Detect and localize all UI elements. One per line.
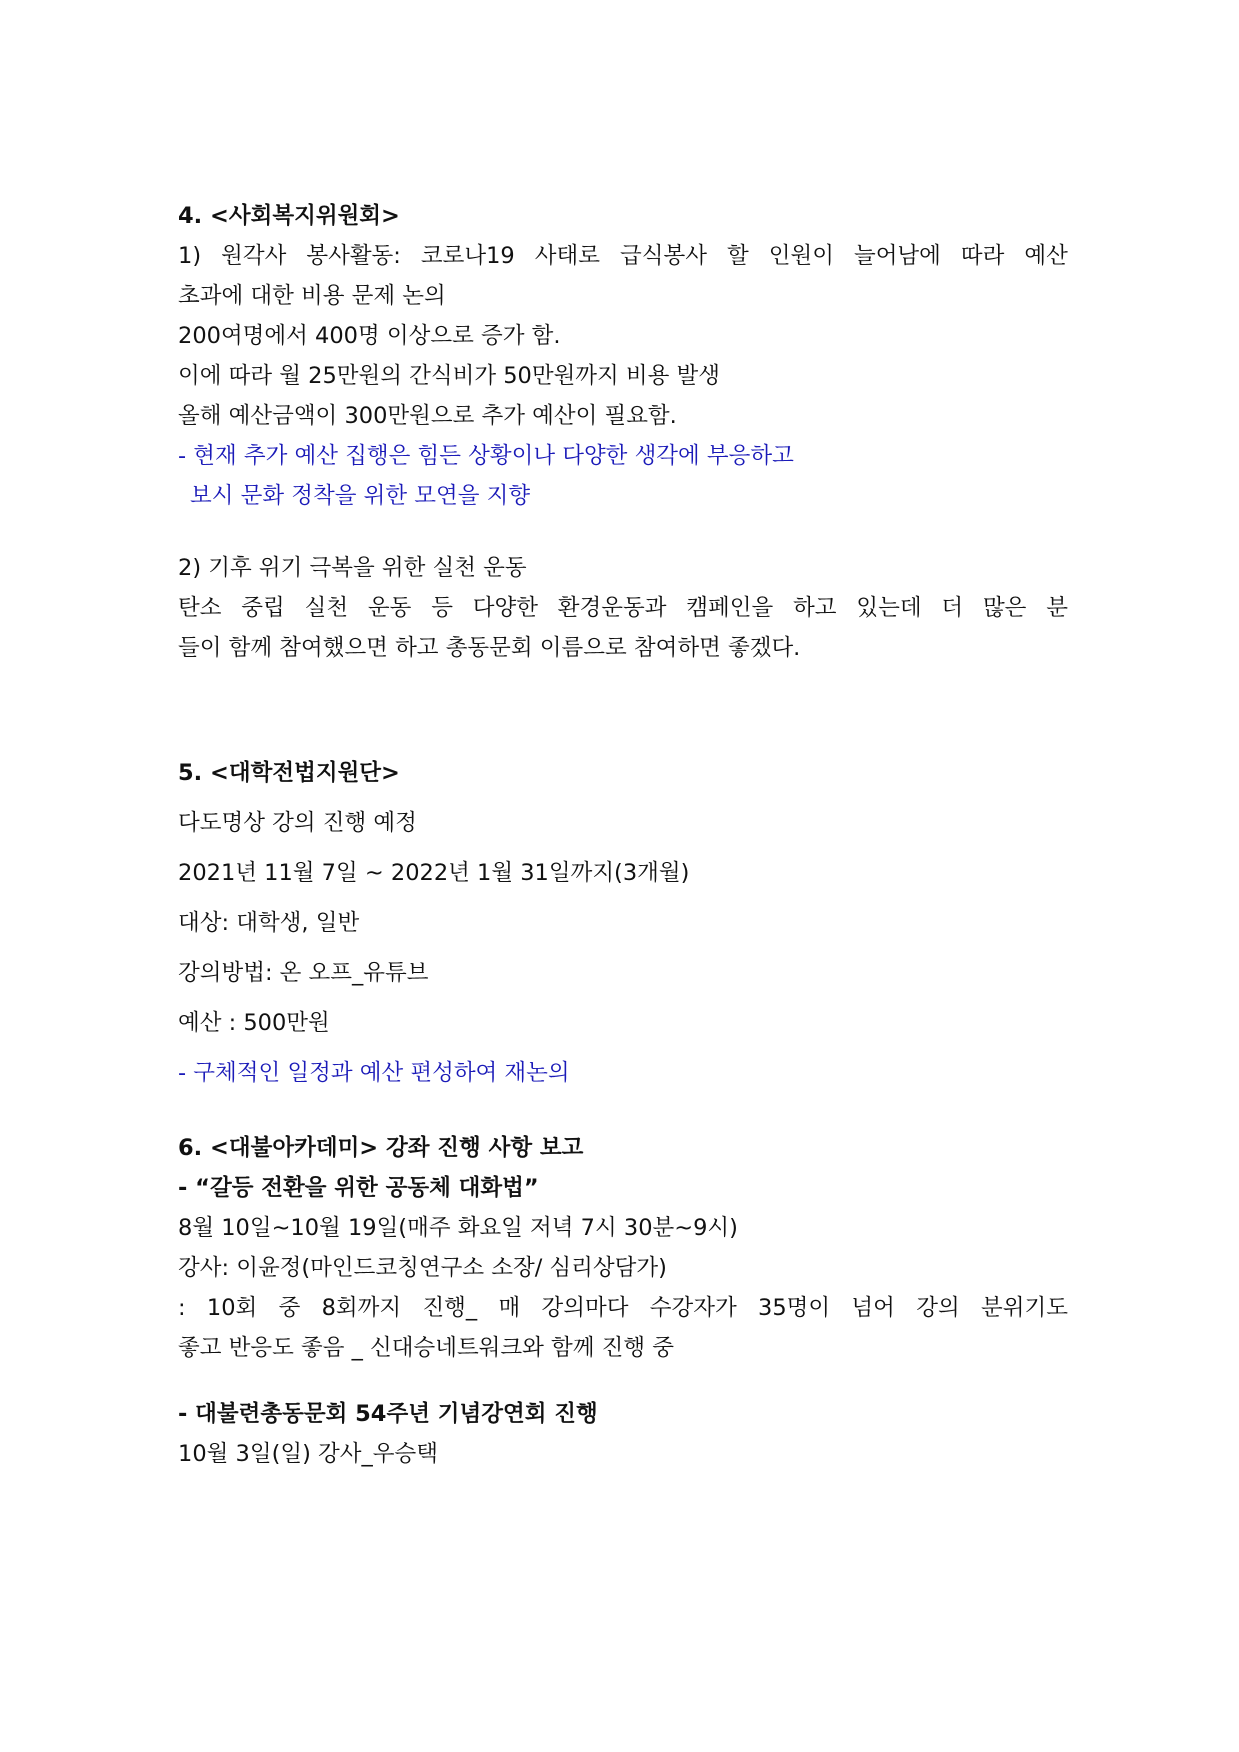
word: 캠페인을 [686,595,774,621]
word: 다양한 [472,595,538,621]
section-6-heading: 6. <대불아카데미> 강좌 진행 사항 보고 [178,1135,584,1161]
word: 인원이 [768,243,834,269]
section-5-line-4: 강의방법: 온 오프_유튜브 [178,960,429,986]
section-4-note-2: 보시 문화 정착을 위한 모연을 지향 [190,483,531,509]
section-6-line-1: 8월 10일~10월 19일(매주 화요일 저녁 7시 30분~9시) [178,1215,738,1241]
word: 8회까지 [321,1295,402,1321]
word: 진행_ [422,1295,478,1321]
word: 원각사 [221,243,287,269]
section-5-line-3: 대상: 대학생, 일반 [178,910,360,936]
word: 할 [726,243,749,269]
word: 더 [941,595,964,621]
section-4-line-3: 200여명에서 400명 이상으로 증가 함. [178,323,561,349]
word: 환경운동과 [557,595,667,621]
section-5-heading: 5. <대학전법지원단> [178,760,400,786]
section-5-line-5: 예산 : 500만원 [178,1010,330,1036]
word: 강의마다 [541,1295,629,1321]
document-page [178,196,1068,1474]
word: 탄소 [178,595,222,621]
word: 넘어 [851,1295,895,1321]
section-4-line-1 [178,236,1068,276]
word: 등 [431,595,453,621]
word: 예산 [1024,243,1068,269]
word: 10회 [206,1295,258,1321]
word: 수강자가 [649,1295,737,1321]
section-6-sub2-line-1: 10월 3일(일) 강사_우승택 [178,1441,438,1467]
word: 봉사활동: [306,243,401,269]
section-4-sub2-title: 2) 기후 위기 극복을 위한 실천 운동 [178,555,527,581]
section-6-line-3 [178,1288,1068,1328]
section-5-line-2: 2021년 11월 7일 ~ 2022년 1월 31일까지(3개월) [178,860,690,886]
section-4-note-1: - 현재 추가 예산 집행은 힘든 상황이나 다양한 생각에 부응하고 [178,443,794,469]
word: 분 [1046,595,1068,621]
word: 따라 [960,243,1005,269]
section-4-line-4: 이에 따라 월 25만원의 간식비가 50만원까지 비용 발생 [178,363,721,389]
word: 하고 [793,595,837,621]
section-4-line-5: 올해 예산금액이 300만원으로 추가 예산이 필요함. [178,403,677,429]
word: 중 [278,1295,301,1321]
word: 급식봉사 [619,243,707,269]
section-6-line-4: 좋고 반응도 좋음 _ 신대승네트워크와 함께 진행 중 [178,1335,675,1361]
word: 있는데 [856,595,922,621]
word: 35명이 [758,1295,831,1321]
word: 1) [178,243,202,269]
word: 분위기도 [980,1295,1068,1321]
section-6-sub2-title: - 대불련총동문회 54주년 기념강연회 진행 [178,1401,598,1427]
section-4-sub2-line-2: 들이 함께 참여했으면 하고 총동문회 이름으로 참여하면 좋겠다. [178,635,801,661]
section-4-heading: 4. <사회복지위원회> [178,203,400,229]
word: 강의 [916,1295,960,1321]
section-5-line-1: 다도명상 강의 진행 예정 [178,810,417,836]
word: 늘어남에 [853,243,941,269]
section-4-sub2-line-1 [178,588,1068,628]
word: 중립 [241,595,285,621]
section-6-line-2: 강사: 이윤정(마인드코칭연구소 소장/ 심리상담가) [178,1255,667,1281]
word: 실천 [304,595,349,621]
section-4-line-2: 초과에 대한 비용 문제 논의 [178,283,446,309]
word: 매 [498,1295,521,1321]
word: 사태로 [534,243,600,269]
word: : [178,1295,186,1321]
word: 코로나19 [420,243,515,269]
word: 많은 [982,595,1027,621]
word: 운동 [367,595,412,621]
section-5-note: - 구체적인 일정과 예산 편성하여 재논의 [178,1060,570,1086]
section-6-sub-title: - “갈등 전환을 위한 공동체 대화법” [178,1175,539,1201]
